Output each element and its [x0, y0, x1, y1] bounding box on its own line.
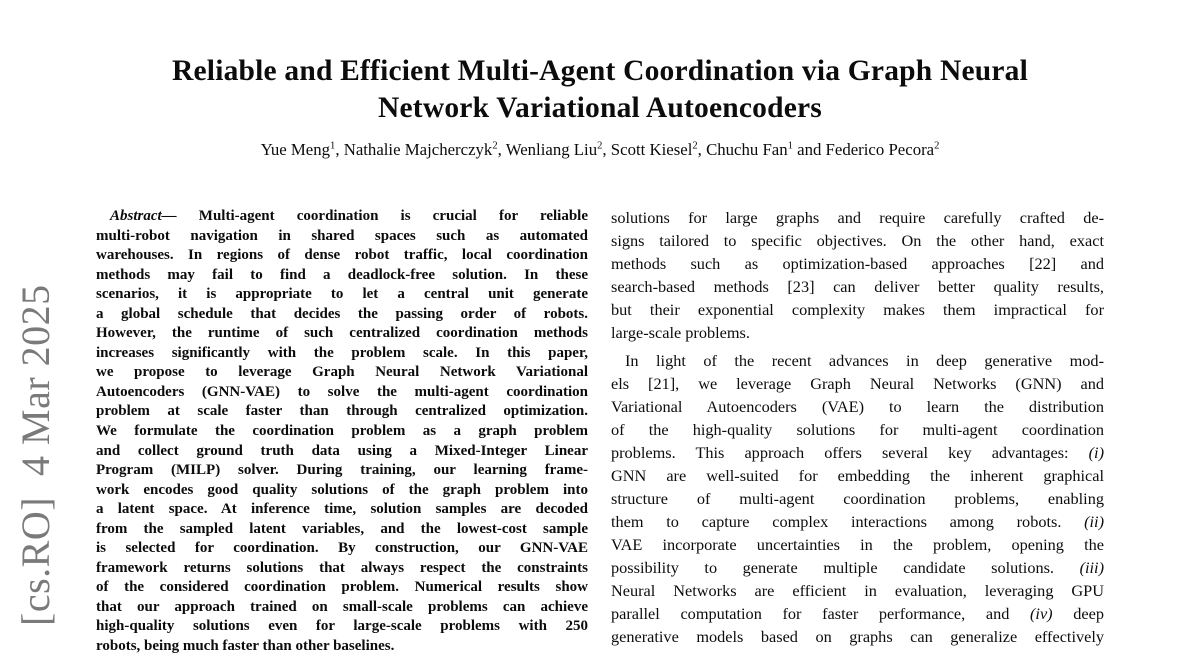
paragraph-exact-methods [611, 206, 1104, 344]
text-line: from the sampled latent variables, and the lowest-cost sample [96, 520, 588, 537]
text-line: high-quality solutions even for large-scale problems with 250 [96, 618, 588, 635]
text-line: work encodes good quality solutions of the graph problem into [96, 481, 588, 498]
text-line: of the high-quality solutions for multi-agent coordination [611, 420, 1104, 439]
abstract-column [96, 207, 588, 657]
text-line: Variational Autoencoders (VAE) to learn the distribution [611, 397, 1104, 416]
text-line: methods may fail to find a deadlock-free solution. In these [96, 266, 588, 283]
text-line: structure of multi-agent coordination problems, enabling [611, 489, 1104, 508]
text-line: framework returns solutions that always respect the constraints [96, 559, 588, 576]
text-line: VAE incorporate uncertainties in the problem, opening the [611, 535, 1104, 554]
introduction-column [611, 206, 1104, 648]
text-line: Abstract— Multi-agent coordination is crucial for reliable [110, 208, 588, 224]
text-line: Program (MILP) solver. During training, our learning frame- [96, 462, 588, 479]
text-line: possibility to generate multiple candidate solutions. (iii) [611, 558, 1104, 577]
text-line: a latent space. At inference time, solution samples are decoded [96, 501, 588, 518]
text-line: a global schedule that decides the passing order of robots. [96, 305, 588, 322]
text-line: solutions for large graphs and require carefully crafted de- [611, 208, 1104, 227]
text-line: signs tailored to specific objectives. On the other hand, exact [611, 231, 1104, 250]
arxiv-watermark: [cs.RO] 4 Mar 2025 [13, 284, 58, 626]
paper-title-line2: Network Variational Autoencoders [378, 92, 822, 125]
text-line: problems. This approach offers several key advantages: (i) [611, 443, 1104, 462]
paper-title [0, 53, 1200, 128]
paragraph-gnn-vae-advantages [611, 349, 1104, 648]
text-line: Autoencoders (GNN-VAE) to solve the multi-agent coordination [96, 383, 588, 400]
text-line: In light of the recent advances in deep generative mod- [625, 351, 1104, 370]
text-line: parallel computation for faster performance, and (iv) deep [611, 604, 1104, 623]
text-line: we propose to leverage Graph Neural Network Variational [96, 364, 588, 381]
text-line: els [21], we leverage Graph Neural Networks (GNN) and [611, 374, 1104, 393]
text-line: problem at scale faster than through centralized optimization. [96, 403, 588, 420]
text-line: warehouses. In regions of dense robot traffic, local coordination [96, 247, 588, 264]
text-line: that our approach trained on small-scale problems can achieve [96, 598, 588, 615]
text-line: We formulate the coordination problem as a graph problem [96, 423, 588, 440]
text-line: Neural Networks are efficient in evaluation, leveraging GPU [611, 581, 1104, 600]
text-line: is selected for coordination. By construction, our GNN-VAE [96, 540, 588, 557]
text-line: of the considered coordination problem. Numerical results show [96, 579, 588, 596]
text-line: multi-robot navigation in shared spaces such as automated [96, 227, 588, 244]
paper-title-line1: Reliable and Efficient Multi-Agent Coordination via Graph Neural [172, 54, 1028, 87]
abstract-paragraph [96, 207, 588, 657]
text-line: search-based methods [23] can deliver better quality results, [611, 277, 1104, 296]
text-line: generative models based on graphs can generalize effectively [611, 627, 1104, 646]
authors-line: Yue Meng$^1$, Nathalie Majcherczyk$^2$, Wenliang Liu$^2$, Scott Kiesel$^2$, Chuchu Fan$^1$ and Federico Pecora$^2$ [260, 140, 940, 159]
text-line: scenarios, it is appropriate to let a central unit generate [96, 286, 588, 303]
text-line: and collect ground truth data using a Mixed-Integer Linear [96, 442, 588, 459]
text-line: However, the runtime of such centralized coordination methods [96, 325, 588, 342]
text-line: them to capture complex interactions among robots. (ii) [611, 512, 1104, 531]
text-line: increases significantly with the problem scale. In this paper, [96, 344, 588, 361]
text-line: methods such as optimization-based approaches [22] and [611, 254, 1104, 273]
text-line: but their exponential complexity makes them impractical for [611, 300, 1104, 319]
text-line: large-scale problems. [611, 323, 750, 342]
text-line: GNN are well-suited for embedding the inherent graphical [611, 466, 1104, 485]
text-line: robots, being much faster than other baselines. [96, 638, 395, 655]
